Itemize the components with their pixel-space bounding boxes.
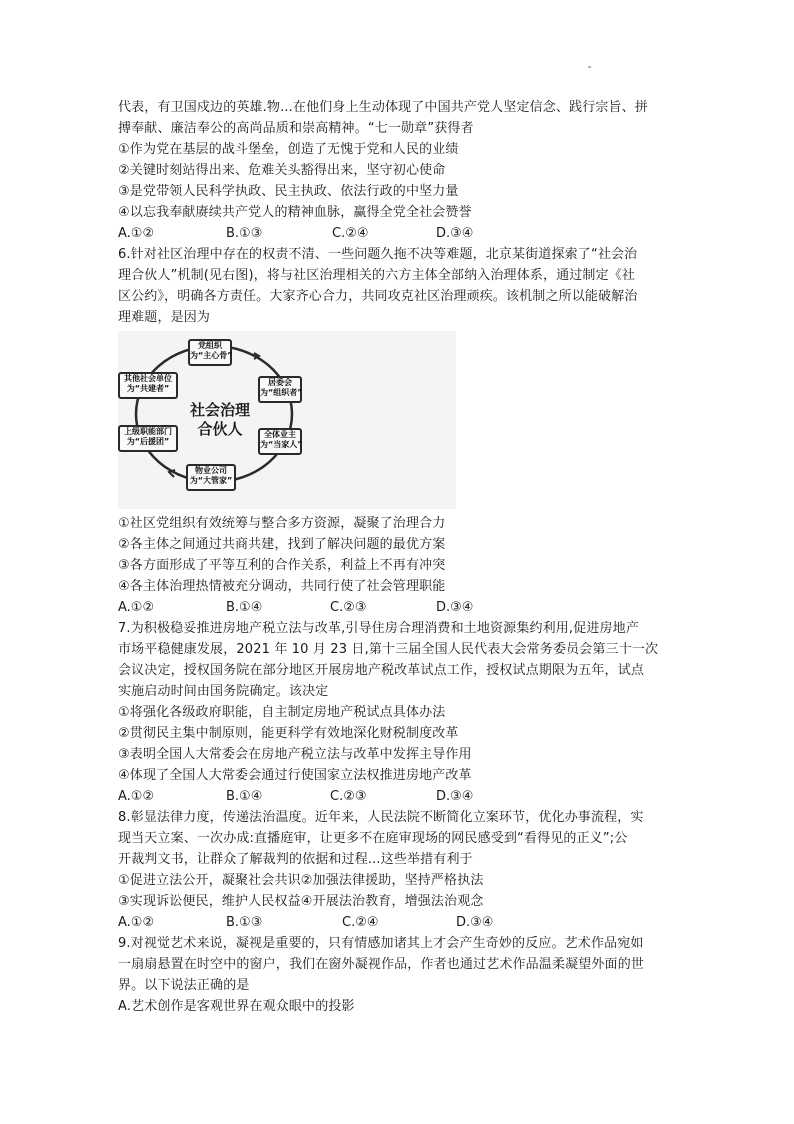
q7-statement-3: ③表明全国人大常委会在房地产税立法与改革中发挥主导作用: [118, 747, 472, 762]
node-role: 为“后援团”: [126, 437, 170, 446]
node-title: 党组织: [198, 341, 222, 350]
node-role: 为“主心骨”: [190, 351, 233, 360]
center-line: 社会治理: [190, 401, 251, 419]
q6-stem-line: 区公约》，明确各方责任。大家齐心合力，共同攻克社区治理顽疾。该机制之所以能破解治: [118, 289, 638, 304]
q8-option-b: B.①③: [226, 915, 263, 930]
node-title: 物业公司: [195, 466, 227, 475]
q5-option-a: A.①②: [118, 226, 155, 241]
governance-partner-diagram: [118, 331, 456, 509]
q5-statement-3: ③是党带领人民科学执政、民主执政、依法行政的中坚力量: [118, 184, 459, 199]
q6-option-d: D.③④: [436, 600, 474, 615]
q9-option-a: A.艺术创作是客观世界在观众眼中的投影: [118, 999, 355, 1014]
q6-stem-line: 理合伙人”机制(见右图)，将与社区治理相关的六方主体全部纳入治理体系，通过制定《社: [118, 268, 636, 283]
q6-stem-line: 理难题，是因为: [118, 310, 211, 325]
q6-statement-2: ②各主体之间通过共商共建，找到了解决问题的最优方案: [118, 537, 446, 552]
node-role: 为“当家人”: [260, 440, 303, 449]
q5-option-c: C.②④: [332, 226, 369, 241]
diagram-ring: [118, 331, 456, 509]
node-role: 为“共建者”: [126, 384, 170, 393]
q5-option-d: D.③④: [436, 226, 474, 241]
q5-statement-4: ④以忘我奉献赓续共产党人的精神血脉，赢得全党全社会赞誉: [118, 205, 472, 220]
q8-stem-line: 现当天立案、一次办成:直播庭审，让更多不在庭审现场的网民感受到“看得见的正义”;公: [118, 831, 628, 846]
node-party-org: [188, 339, 232, 366]
q8-options: [118, 913, 518, 933]
node-other-units: [118, 372, 178, 399]
q5-statement-2: ②关键时刻站得出来、危难关头豁得出来，坚守初心使命: [118, 163, 446, 178]
q8-option-a: A.①②: [118, 915, 155, 930]
page-mark: [588, 66, 591, 68]
q9-stem-line: 9.对视觉艺术来说，凝视是重要的，只有情感加诸其上才会产生奇妙的反应。艺术作品宛如: [118, 936, 644, 951]
q7-option-c: C.②③: [330, 789, 367, 804]
q6-option-c: C.②③: [330, 600, 367, 615]
node-title: 上级职能部门: [124, 427, 172, 436]
q7-options: [118, 787, 518, 807]
q7-stem-line: 7.为积极稳妥推进房地产税立法与改革,引导住房合理消费和土地资源集约利用,促进房地产: [118, 621, 639, 636]
node-title: 其他社会单位: [124, 374, 172, 383]
q6-option-a: A.①②: [118, 600, 155, 615]
q6-statement-1: ①社区党组织有效统筹与整合多方资源，凝聚了治理合力: [118, 516, 446, 531]
q8-stem-line: 8.彰显法律力度，传递法治温度。近年来，人民法院不断简化立案环节，优化办事流程，实: [118, 810, 644, 825]
q7-stem-line: 市场平稳健康发展，2021 年 10 月 23 日,第十三届全国人民代表大会常务委员会第三十一次: [118, 642, 659, 657]
node-role: 为“组织者”: [260, 388, 303, 397]
q8-option-d: D.③④: [456, 915, 494, 930]
q6-stem-line: 6.针对社区治理中存在的权责不清、一些问题久拖不决等难题，北京某街道探索了“社会治: [118, 247, 638, 262]
q8-statements-3-4: ③实现诉讼便民，维护人民权益④开展法治教育，增强法治观念: [118, 894, 484, 909]
node-title: 居委会: [268, 378, 292, 387]
q8-statements-1-2: ①促进立法公开，凝聚社会共识②加强法律援助，坚持严格执法: [118, 873, 484, 888]
q7-option-b: B.①④: [226, 789, 263, 804]
q7-statement-2: ②贯彻民主集中制原则，能更科学有效地深化财税制度改革: [118, 726, 459, 741]
q6-statement-3: ③各方面形成了平等互利的合作关系，利益上不再有冲突: [118, 558, 446, 573]
q5-options: [118, 224, 518, 244]
q5-statement-1: ①作为党在基层的战斗堡垒，创造了无愧于党和人民的业绩: [118, 142, 459, 157]
q7-stem-line: 会议决定，授权国务院在部分地区开展房地产税改革试点工作，授权试点期限为五年，试点: [118, 663, 645, 678]
q5-stem-line: 搏奉献、廉洁奉公的高尚品质和崇高精神。“七一勋章”获得者: [118, 121, 474, 136]
center-line: 合伙人: [197, 420, 243, 438]
node-property-company: [186, 464, 236, 491]
q5-stem-line: 代表，有卫国戍边的英雄.物...在他们身上生动体现了中国共产党人坚定信念、践行宗旨、拼: [118, 100, 648, 115]
q5-option-b: B.①③: [226, 226, 263, 241]
q9-stem-line: 界。以下说法正确的是: [118, 978, 250, 993]
node-all-owners: [258, 428, 302, 455]
q7-statement-1: ①将强化各级政府职能，自主制定房地产税试点具体办法: [118, 705, 446, 720]
node-title: 全体业主: [264, 430, 296, 439]
q6-options: [118, 598, 518, 618]
q8-option-c: C.②④: [342, 915, 379, 930]
diagram-center-label: [190, 401, 250, 439]
q6-option-b: B.①④: [226, 600, 263, 615]
q7-option-d: D.③④: [436, 789, 474, 804]
q7-stem-line: 实施启动时间由国务院确定。该决定: [118, 684, 329, 699]
q9-stem-line: 一扇扇悬置在时空中的窗户，我们在窗外凝视作品，作者也通过艺术作品温柔凝望外面的世: [118, 957, 645, 972]
node-role: 为“大管家”: [189, 476, 233, 485]
q6-statement-4: ④各主体治理热情被充分调动，共同行使了社会管理职能: [118, 579, 446, 594]
q7-statement-4: ④体现了全国人大常委会通过行使国家立法权推进房地产改革: [118, 768, 472, 783]
node-higher-departments: [118, 425, 178, 452]
q7-option-a: A.①②: [118, 789, 155, 804]
q8-stem-line: 开裁判文书，让群众了解裁判的依据和过程...这些举措有利于: [118, 852, 473, 867]
node-residents-committee: [258, 376, 302, 403]
